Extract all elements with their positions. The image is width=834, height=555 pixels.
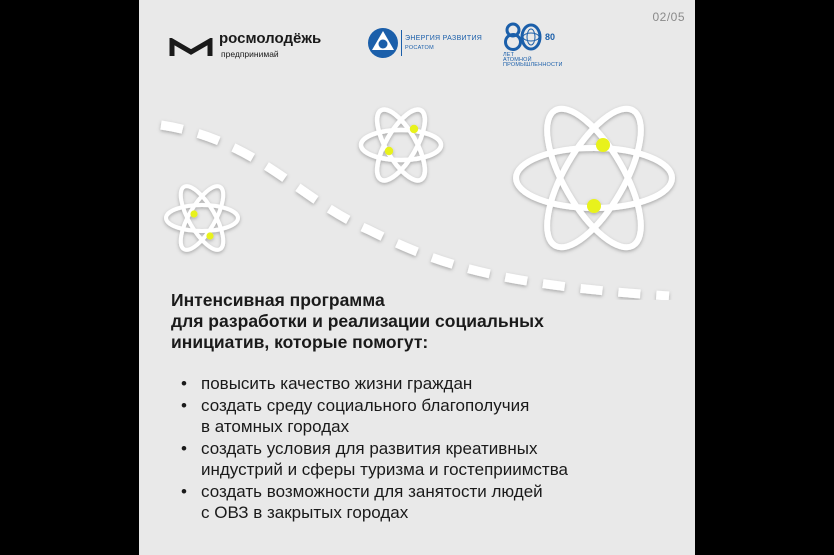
benefits-list — [179, 373, 679, 524]
list-item — [179, 481, 679, 524]
rosatom-divider — [401, 30, 402, 56]
anniversary-line-industry: ПРОМЫШЛЕННОСТИ — [503, 62, 563, 68]
atom-small-left — [166, 180, 238, 255]
list-item — [179, 373, 679, 395]
rosatom-logo — [367, 26, 487, 62]
bullet-icon: • — [181, 374, 187, 393]
rosatom-slogan: ЭНЕРГИЯ РАЗВИТИЯ — [405, 35, 483, 42]
anniversary-line-years: ЛЕТ — [503, 52, 515, 58]
slide — [139, 0, 695, 555]
list-item — [179, 395, 679, 438]
rosatom-name: РОСАТОМ — [405, 45, 434, 51]
anniversary-80-logo — [503, 22, 613, 68]
bullet-icon: • — [181, 481, 187, 501]
list-item — [179, 438, 679, 481]
rosatom-atom-icon — [367, 26, 399, 60]
list-item-text: создать возможности для занятости людей — [201, 481, 543, 501]
rosmolodezh-name: росмолодёжь — [219, 30, 322, 47]
list-item-text: повысить качество жизни граждан — [201, 374, 473, 393]
heading-line: Интенсивная программа — [171, 290, 385, 310]
list-item-text: индустрий и сферы туризма и гостеприимства — [201, 460, 568, 479]
rosmolodezh-m-icon — [169, 38, 213, 58]
anniversary-80-icon — [503, 22, 543, 52]
list-item-text: создать среду социального благополучия — [201, 395, 530, 415]
list-item-text: с ОВЗ в закрытых городах — [201, 503, 409, 522]
heading-line: инициатив, которые помогут: — [171, 332, 429, 352]
anniversary-line-atomic: АТОМНОЙ — [503, 57, 532, 63]
list-item-text: создать условия для развития креативных — [201, 438, 538, 458]
atom-large — [516, 95, 672, 260]
rosmolodezh-tagline: предпринимай — [221, 49, 279, 59]
heading-line: для разработки и реализации социальных — [171, 311, 544, 331]
atom-medium — [361, 103, 441, 187]
bullet-icon: • — [181, 395, 187, 415]
page-counter: 02/05 — [652, 10, 685, 24]
anniversary-number: 80 — [545, 32, 556, 42]
bullet-icon: • — [181, 438, 187, 458]
page-heading — [171, 290, 671, 353]
rosmolodezh-logo — [169, 30, 359, 62]
list-item-text: в атомных городах — [201, 417, 350, 436]
